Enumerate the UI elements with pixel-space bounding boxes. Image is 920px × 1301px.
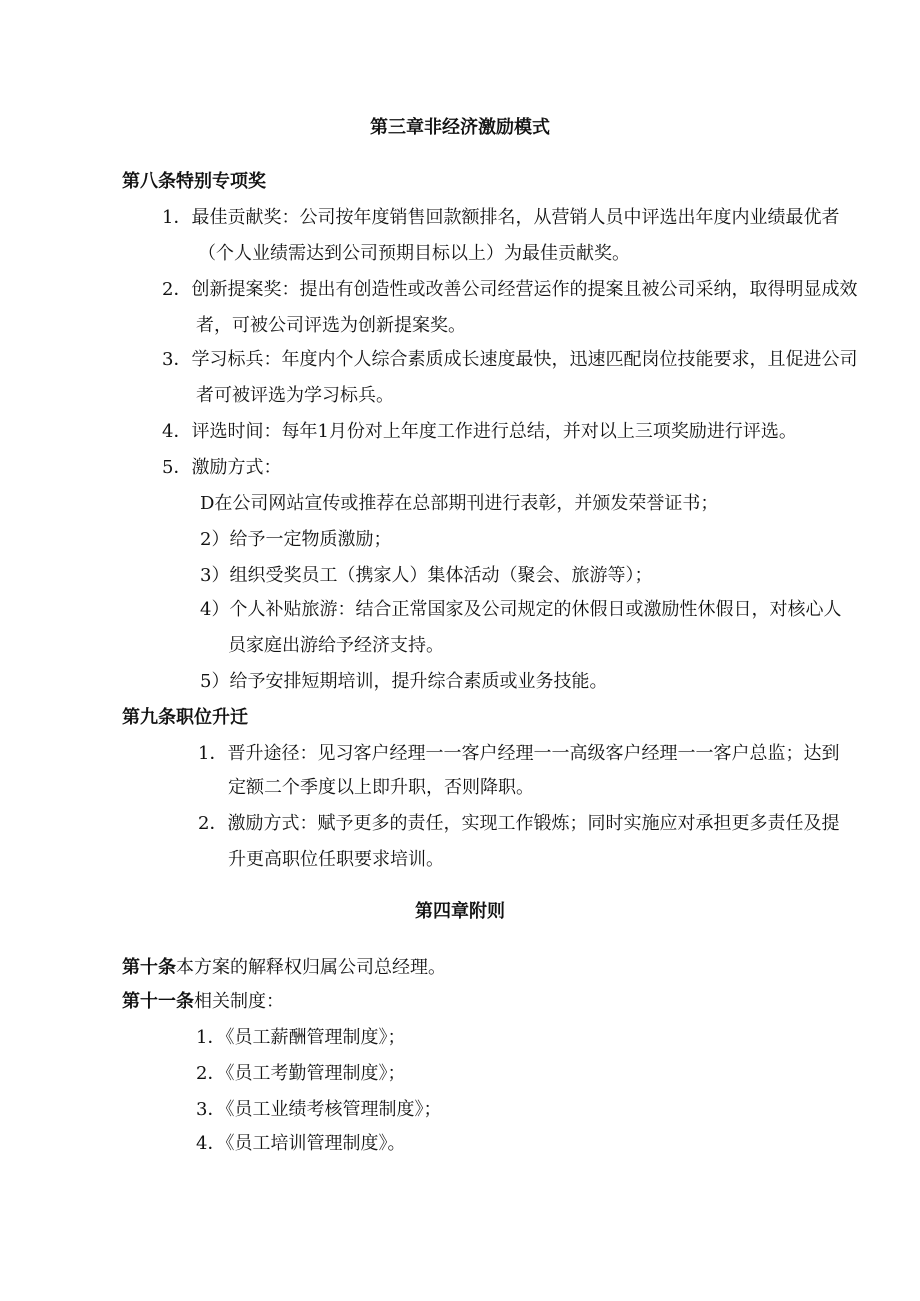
rule-item: [196, 1026, 405, 1050]
list-text: ．最佳贡献奖：公司按年度销售回款额排名，从营销人员中评选出年度内业绩最优者: [173, 207, 840, 228]
list-number: 3: [162, 349, 174, 370]
list-number: 2: [196, 1063, 208, 1084]
list-text: ．激励方式：赋予更多的责任，实现工作锻炼；同时实施应对承担更多责任及提: [209, 813, 840, 834]
sub-item: 2）给予一定物质激励；: [200, 529, 392, 550]
article-10: [122, 956, 446, 980]
list-item: [198, 742, 839, 766]
list-number: 4: [196, 1133, 208, 1154]
chapter-title: 第三章非经济激励模式: [370, 117, 550, 138]
sub-item: 3）组织受奖员工（携家人）集体活动（聚会、旅游等）；: [200, 565, 653, 586]
article-11: [122, 990, 284, 1014]
list-item: [198, 812, 839, 836]
list-item: [162, 348, 857, 372]
list-text: ．创新提案奖：提出有创造性或改善公司经营运作的提案且被公司采纳，取得明显成效: [173, 279, 858, 300]
list-number: 4: [162, 421, 174, 442]
list-item-continuation: 者可被评选为学习标兵。: [196, 385, 394, 406]
article-heading: 第八条特别专项奖: [122, 171, 266, 192]
sub-item: 5）给予安排短期培训，提升综合素质或业务技能。: [200, 671, 608, 692]
list-number: 1: [198, 743, 210, 764]
list-number: 5: [162, 457, 174, 478]
list-number: 1: [162, 207, 174, 228]
list-item: [162, 278, 857, 302]
sub-item: D在公司网站宣传或推荐在总部期刊进行表彰，并颁发荣誉证书；: [200, 493, 719, 514]
list-item-continuation: 者，可被公司评选为创新提案奖。: [196, 315, 466, 336]
list-number: 1: [196, 1027, 208, 1048]
list-item: [162, 456, 281, 480]
list-number: 3: [196, 1099, 208, 1120]
article-label: 第十一条: [122, 991, 194, 1012]
list-text: ．《员工业绩考核管理制度》；: [207, 1099, 442, 1120]
chapter-title: 第四章附则: [415, 901, 505, 922]
list-item-continuation: 升更高职位任职要求培训。: [228, 849, 444, 870]
list-item-continuation: 定额二个季度以上即升职，否则降职。: [228, 777, 534, 798]
sub-item-continuation: 员家庭出游给予经济支持。: [228, 635, 444, 656]
list-item: [162, 206, 839, 230]
list-text: ．《员工考勤管理制度》；: [207, 1063, 406, 1084]
list-item-continuation: （个人业绩需达到公司预期目标以上）为最佳贡献奖。: [198, 243, 630, 264]
article-text: 相关制度：: [194, 991, 284, 1012]
rule-item: [196, 1062, 405, 1086]
list-text: ．学习标兵：年度内个人综合素质成长速度最快，迅速匹配岗位技能要求，且促进公司: [173, 349, 858, 370]
list-text: ．评选时间：每年1月份对上年度工作进行总结，并对以上三项奖励进行评选。: [173, 421, 797, 442]
sub-item: 4）个人补贴旅游：结合正常国家及公司规定的休假日或激励性休假日，对核心人: [200, 599, 842, 620]
list-text: ．《员工培训管理制度》。: [207, 1133, 406, 1154]
list-item: [162, 420, 797, 444]
article-label: 第十条: [122, 957, 176, 978]
list-text: ．《员工薪酬管理制度》；: [207, 1027, 406, 1048]
rule-item: [196, 1098, 441, 1122]
rule-item: [196, 1132, 405, 1156]
article-text: 本方案的解释权归属公司总经理。: [176, 957, 446, 978]
list-number: 2: [198, 813, 210, 834]
list-number: 2: [162, 279, 174, 300]
list-text: ．晋升途径：见习客户经理一一客户经理一一高级客户经理一一客户总监；达到: [209, 743, 840, 764]
article-heading: 第九条职位升迁: [122, 707, 248, 728]
list-text: ．激励方式：: [173, 457, 282, 478]
